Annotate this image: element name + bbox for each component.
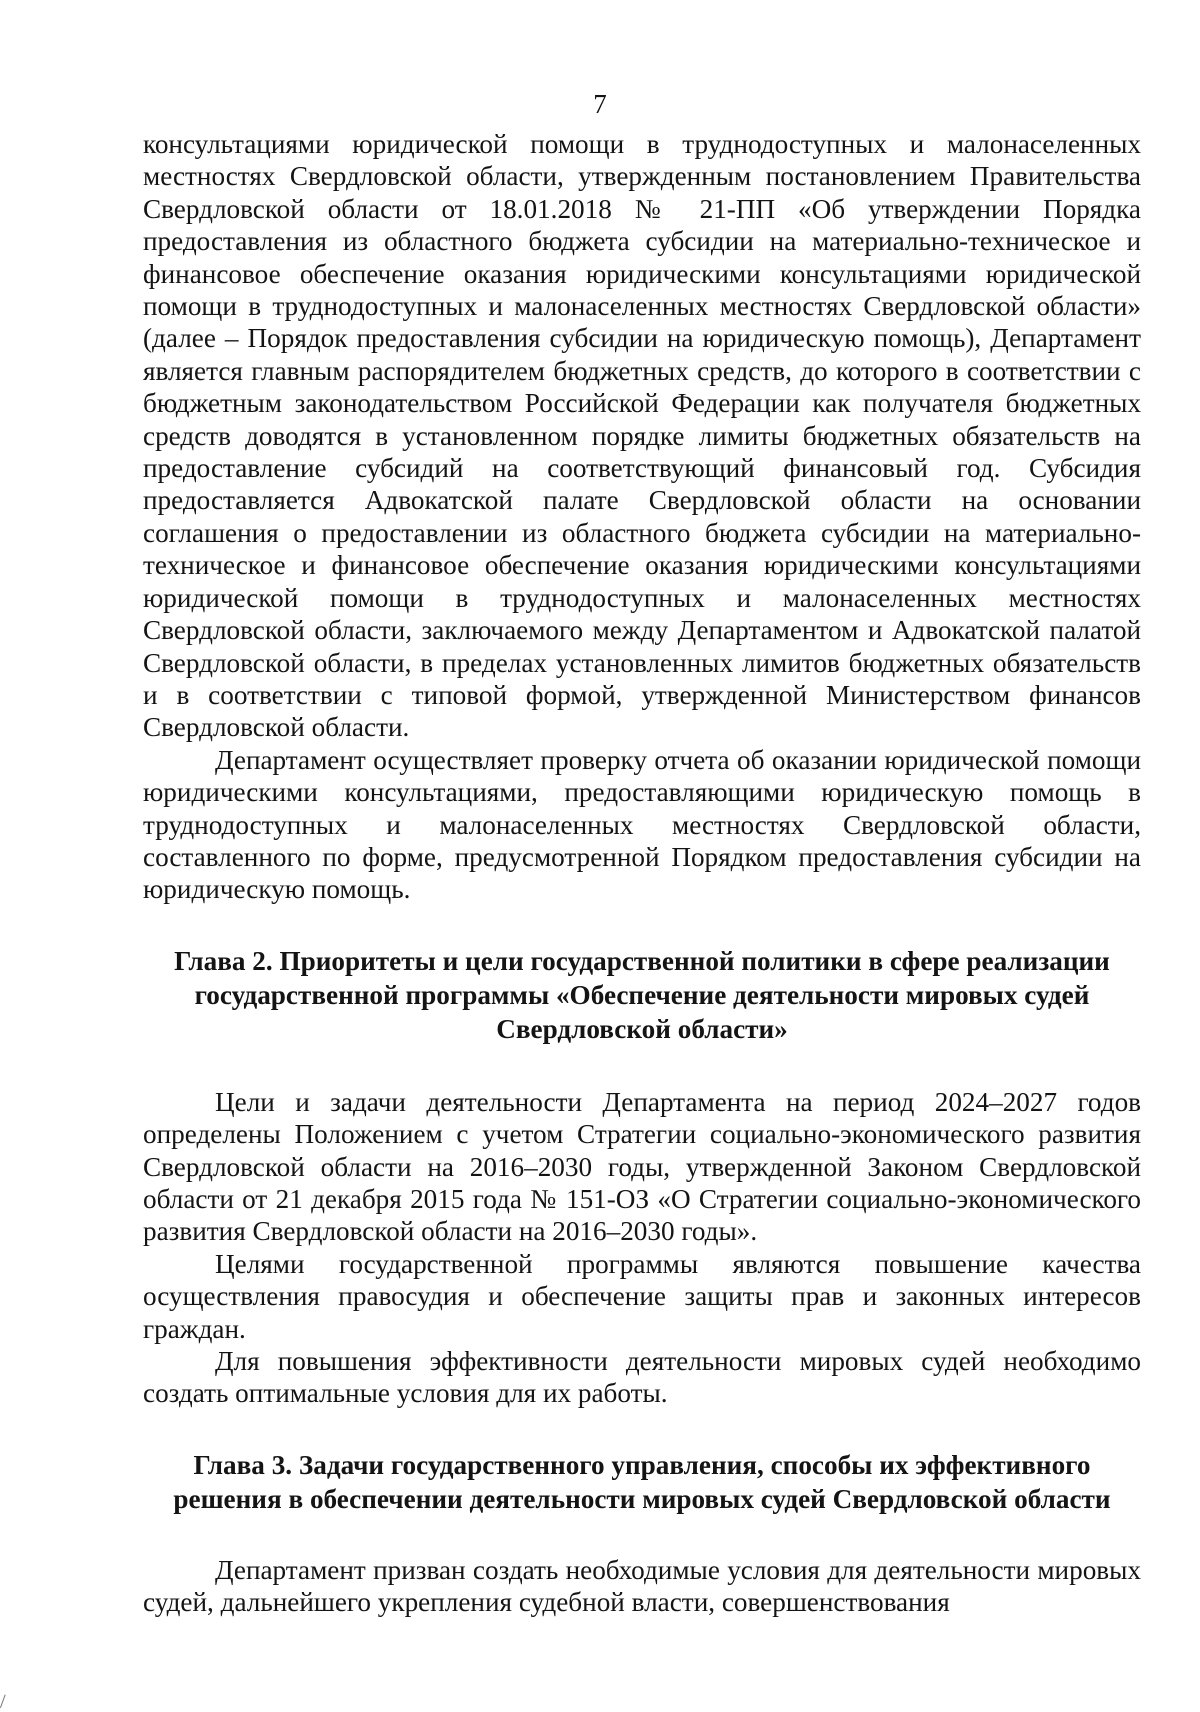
chapter-2	[143, 944, 1141, 1410]
section-legal-aid-subsidy	[143, 128, 1141, 906]
scan-corner-mark	[0, 1695, 15, 1712]
chapter-3	[143, 1448, 1141, 1619]
paragraph-department-mission: Департамент призван создать необходимые условия для деятельности мировых судей, дальнейшего укрепления судебной власти, совершенствования	[143, 1554, 1141, 1618]
page-number: 7	[593, 89, 607, 119]
chapter-3-heading: Глава 3. Задачи государственного управления, способы их эффективного решения в обеспечении деятельности мировых судей Свердловской области	[173, 1449, 1111, 1514]
chapter-2-heading: Глава 2. Приоритеты и цели государственной политики в сфере реализации государственной программы «Обеспечение деятельности мировых судей Свердловской области»	[174, 945, 1110, 1044]
paragraph-goals-and-tasks: Цели и задачи деятельности Департамента на период 2024–2027 годов определены Положением с учетом Стратегии социально-экономического развития Свердловской области на 2016–2030 годы, утвержденной Законом Свердловской области от 21 декабря 2015 года № 151-ОЗ «О Стратегии социально-экономического развития Свердловской области на 2016–2030 годы».	[143, 1086, 1141, 1247]
paragraph-optimal-conditions: Для повышения эффективности деятельности мировых судей необходимо создать оптимальные условия для их работы.	[143, 1346, 1141, 1409]
paragraph-report-verification: Департамент осуществляет проверку отчета об оказании юридической помощи юридическими консультациями, предоставляющими юридическую помощь в труднодоступных и малонаселенных местностях Свердловской области, составленного по форме, предусмотренной Порядком предоставления субсидии на юридическую помощь.	[143, 744, 1141, 905]
paragraph-subsidy-procedure: консультациями юридической помощи в труднодоступных и малонаселенных местностях Свердловской области, утвержденным постановлением Правительства Свердловской области от 18.01.2018 № 21-ПП «Об утверждении Порядка предоставления из областного бюджета субсидии на материально-техническое и финансовое обеспечение оказания юридическими консультациями юридической помощи в труднодоступных и малонаселенных местностях Свердловской области» (далее – Порядок предоставления субсидии на юридическую помощь), Департамент является главным распорядителем бюджетных средств, до которого в соответствии с бюджетным законодательством Российской Федерации как получателя бюджетных средств доводятся в установленном порядке лимиты бюджетных обязательств на предоставление субсидий на соответствующий финансовый год. Субсидия предоставляется Адвокатской палате Свердловской области на основании соглашения о предоставлении из областного бюджета субсидии на материально-техническое и финансовое обеспечение оказания юридическими консультациями юридической помощи в труднодоступных и малонаселенных местностях Свердловской области, заключаемого между Департаментом и Адвокатской палатой Свердловской области, в пределах установленных лимитов бюджетных обязательств и в соответствии с типовой формой, утвержденной Министерством финансов Свердловской области.	[143, 129, 1141, 743]
document-body	[143, 128, 1141, 1619]
paragraph-program-goals: Целями государственной программы являются повышение качества осуществления правосудия и обеспечение защиты прав и законных интересов граждан.	[143, 1248, 1141, 1344]
